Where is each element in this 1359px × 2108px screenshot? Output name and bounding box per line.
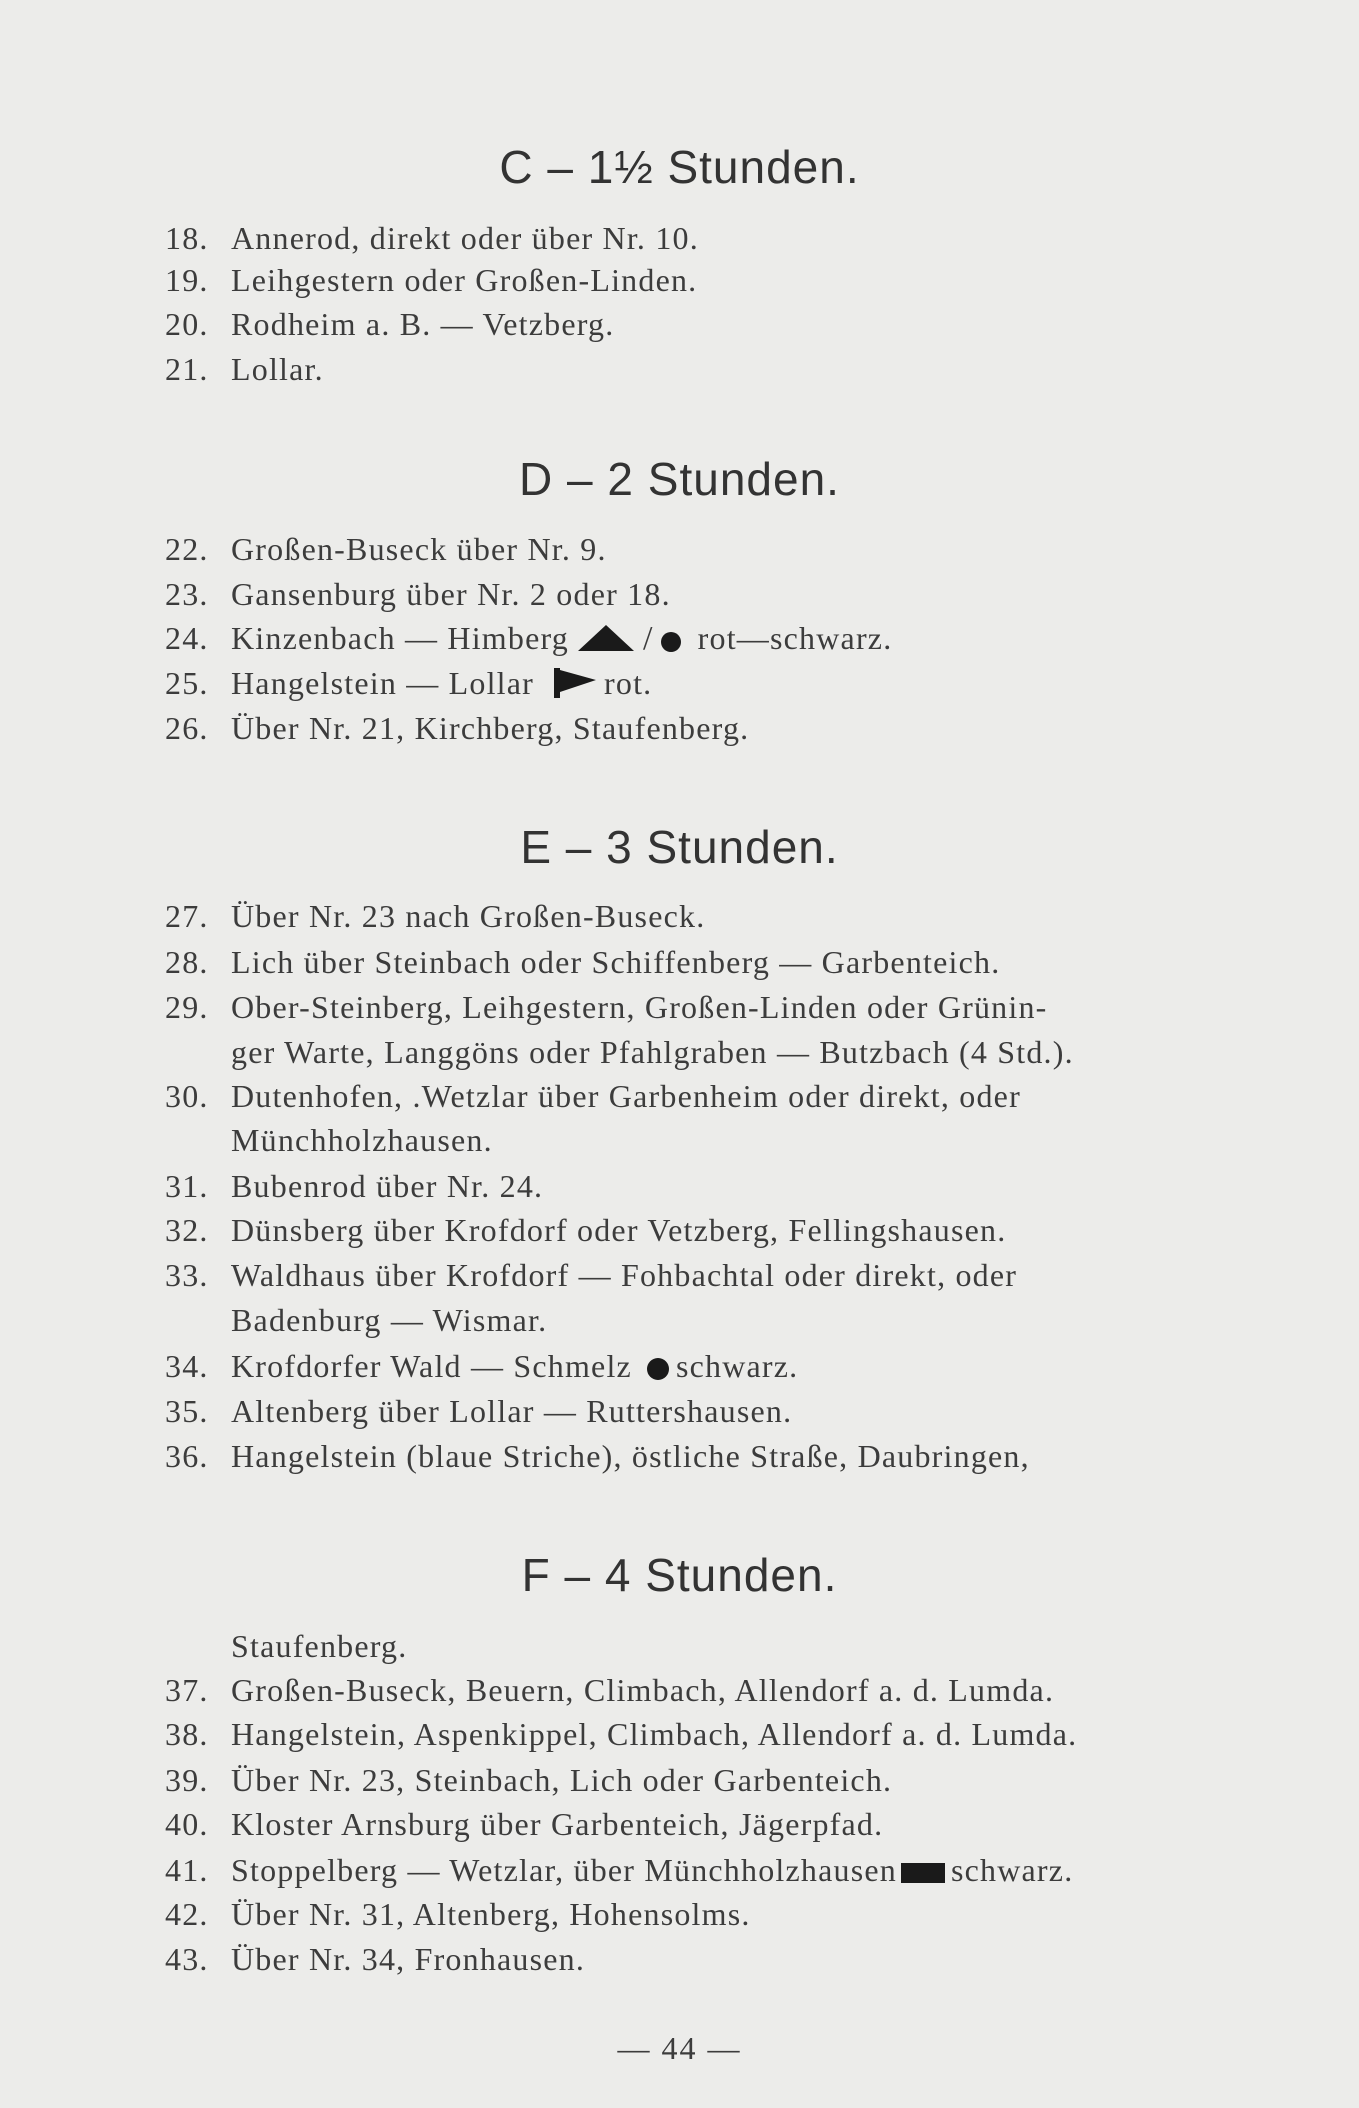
- entry-text: Über Nr. 23 nach Großen-Buseck.: [231, 898, 706, 934]
- entry-number: 34.: [165, 1348, 209, 1384]
- entry-number: 24.: [165, 620, 209, 656]
- list-item: [165, 1074, 1245, 1118]
- entry-text: Ober-Steinberg, Leihgestern, Großen-Linden oder Grünin-: [231, 989, 1048, 1025]
- entry-text: Großen-Buseck über Nr. 9.: [231, 531, 607, 567]
- entry-number: 41.: [165, 1852, 209, 1888]
- entry-text: Stoppelberg — Wetzlar, über Münchholzhausen: [231, 1852, 897, 1888]
- entry-number: 37.: [165, 1672, 209, 1708]
- entry-number: 28.: [165, 944, 209, 980]
- list-item: [165, 1434, 1245, 1478]
- list-item: [165, 1164, 1245, 1208]
- entry-continuation: Münchholzhausen.: [231, 1122, 493, 1158]
- list-item: [165, 1892, 1245, 1936]
- entry-text: rot—schwarz.: [697, 620, 893, 656]
- entry-text: Kinzenbach — Himberg: [231, 620, 569, 656]
- list-item: [165, 1389, 1245, 1433]
- entry-text: Lich über Steinbach oder Schiffenberg — Garbenteich.: [231, 944, 1001, 980]
- entry-text: Dünsberg über Krofdorf oder Vetzberg, Fellingshausen.: [231, 1212, 1007, 1248]
- list-item: [165, 1253, 1245, 1297]
- entry-number: 40.: [165, 1806, 209, 1842]
- list-item: [165, 216, 1245, 260]
- slash-separator: /: [642, 620, 654, 657]
- entry-number: 35.: [165, 1393, 209, 1429]
- page-number: — 44 —: [617, 2030, 742, 2066]
- list-item: [165, 1937, 1245, 1981]
- list-item: [165, 616, 1245, 664]
- section-heading-c: C – 1½ Stunden.: [499, 141, 860, 193]
- entry-continuation: Staufenberg.: [231, 1628, 408, 1664]
- list-item: [165, 894, 1245, 938]
- entry-number: 33.: [165, 1257, 209, 1293]
- list-item: [165, 1758, 1245, 1802]
- list-item: [165, 661, 1245, 709]
- entry-number: 36.: [165, 1438, 209, 1474]
- entry-number: 43.: [165, 1941, 209, 1977]
- entry-text: Gansenburg über Nr. 2 oder 18.: [231, 576, 671, 612]
- section-heading-f: F – 4 Stunden.: [521, 1549, 838, 1601]
- entry-text: schwarz.: [675, 1348, 799, 1384]
- entry-text: Altenberg über Lollar — Ruttershausen.: [231, 1393, 793, 1429]
- list-item: [165, 1344, 1245, 1392]
- entry-number: 25.: [165, 665, 209, 701]
- entry-text: Kloster Arnsburg über Garbenteich, Jägerpfad.: [231, 1806, 884, 1842]
- entry-number: 42.: [165, 1896, 209, 1932]
- entry-number: 30.: [165, 1078, 209, 1114]
- entry-continuation: ger Warte, Langgöns oder Pfahlgraben — Butzbach (4 Std.).: [231, 1034, 1074, 1070]
- entry-text: Krofdorfer Wald — Schmelz: [231, 1348, 632, 1384]
- section-heading-e: E – 3 Stunden.: [520, 821, 839, 873]
- entry-text: schwarz.: [950, 1852, 1074, 1888]
- list-item: [165, 940, 1245, 984]
- list-item: [165, 1848, 1245, 1896]
- entry-text: Leihgestern oder Großen-Linden.: [231, 262, 698, 298]
- triangle-icon: [575, 620, 637, 664]
- entry-text: Hangelstein — Lollar: [231, 665, 535, 701]
- entry-number: 38.: [165, 1716, 209, 1752]
- list-item: [165, 572, 1245, 616]
- entry-text: Dutenhofen, .Wetzlar über Garbenheim oder direkt, oder: [231, 1078, 1021, 1114]
- list-item: [165, 1208, 1245, 1252]
- entry-number: 26.: [165, 710, 209, 746]
- entry-number: 32.: [165, 1212, 209, 1248]
- entry-number: 31.: [165, 1168, 209, 1204]
- entry-text: Über Nr. 34, Fronhausen.: [231, 1941, 586, 1977]
- list-item: [165, 302, 1245, 346]
- entry-number: 27.: [165, 898, 209, 934]
- entry-text: Über Nr. 23, Steinbach, Lich oder Garbenteich.: [231, 1762, 893, 1798]
- entry-continuation: Badenburg — Wismar.: [231, 1302, 548, 1338]
- filled-circle-icon: [646, 1348, 670, 1392]
- entry-number: 19.: [165, 262, 209, 298]
- list-item: [165, 347, 1245, 391]
- entry-number: 18.: [165, 220, 209, 256]
- entry-number: 20.: [165, 306, 209, 342]
- entry-text: Über Nr. 31, Altenberg, Hohensolms.: [231, 1896, 751, 1932]
- filled-circle-icon: [660, 620, 682, 664]
- entry-text: Rodheim a. B. — Vetzberg.: [231, 306, 615, 342]
- entry-text: Hangelstein, Aspenkippel, Climbach, Allendorf a. d. Lumda.: [231, 1716, 1078, 1752]
- entry-text: rot.: [604, 665, 653, 701]
- filled-rectangle-icon: [901, 1852, 945, 1896]
- entry-text: Hangelstein (blaue Striche), östliche Straße, Daubringen,: [231, 1438, 1030, 1474]
- entry-number: 21.: [165, 351, 209, 387]
- entry-text: Über Nr. 21, Kirchberg, Staufenberg.: [231, 710, 750, 746]
- list-item: [165, 1668, 1245, 1712]
- list-item: [165, 706, 1245, 750]
- entry-number: 29.: [165, 989, 209, 1025]
- list-item: [165, 985, 1245, 1029]
- entry-text: Bubenrod über Nr. 24.: [231, 1168, 544, 1204]
- entry-text: Waldhaus über Krofdorf — Fohbachtal oder direkt, oder: [231, 1257, 1018, 1293]
- entry-number: 22.: [165, 531, 209, 567]
- section-heading-d: D – 2 Stunden.: [519, 453, 840, 505]
- entry-number: 23.: [165, 576, 209, 612]
- list-item: [165, 1712, 1245, 1756]
- entry-text: Lollar.: [231, 351, 324, 387]
- list-item: [165, 258, 1245, 302]
- list-item: [165, 1802, 1245, 1846]
- entry-number: 39.: [165, 1762, 209, 1798]
- flag-icon: [554, 665, 598, 709]
- list-item: [165, 527, 1245, 571]
- entry-text: Großen-Buseck, Beuern, Climbach, Allendorf a. d. Lumda.: [231, 1672, 1055, 1708]
- entry-text: Annerod, direkt oder über Nr. 10.: [231, 220, 699, 256]
